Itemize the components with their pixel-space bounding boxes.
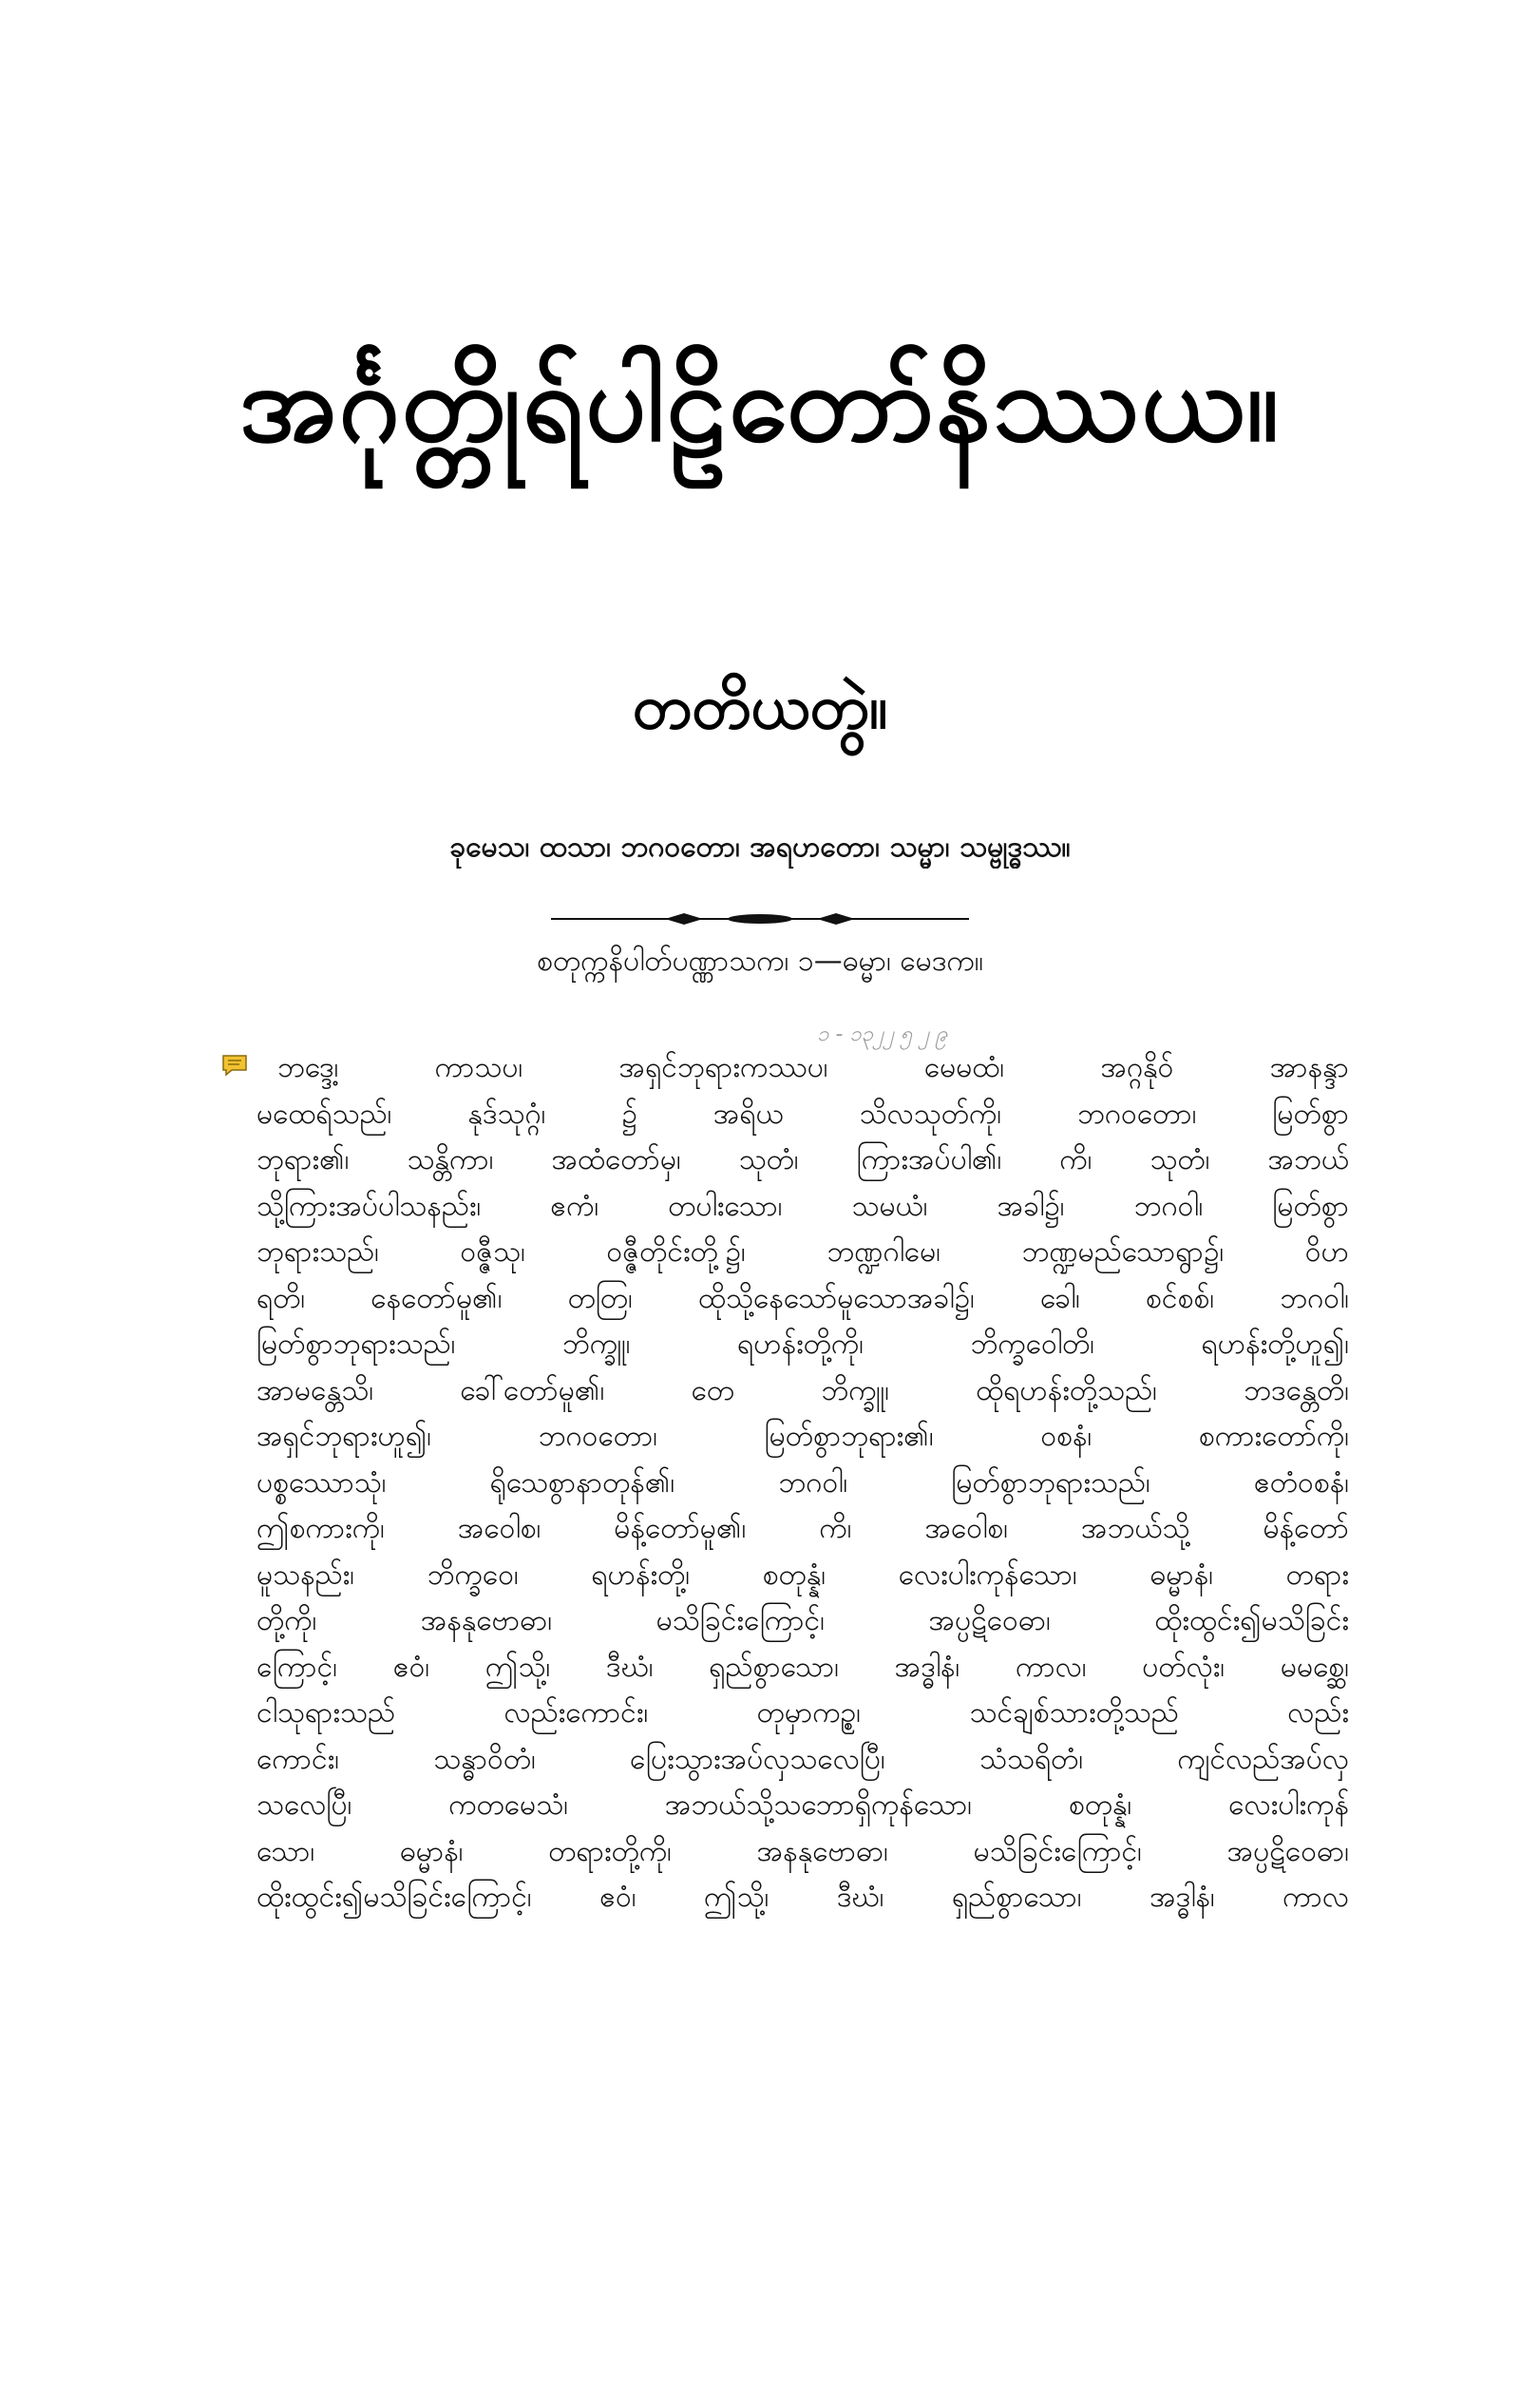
- body-line: ကောင်း၊ သန္ဓာဝိတံ၊ ပြေးသွားအပ်လှသလေပြီ၊ သံသရိတံ၊ ကျင်လည်အပ်လှ: [256, 1742, 1349, 1776]
- body-line: သလေပြီ၊ ကတမေသံ၊ အဘယ်သို့သဘောရှိကုန်သော၊ စတုန္နံ၊ လေးပါးကုန်: [256, 1788, 1349, 1822]
- body-line: တို့ကို၊ အနနုဗောဓာ၊ မသိခြင်းကြောင့်၊ အပ္ပဋိဝေဓာ၊ ထိုးထွင်း၍မသိခြင်း: [256, 1604, 1349, 1637]
- body-line: ကြောင့်၊ ဧဝံ၊ ဤသို့၊ ဒီဃံ၊ ရှည်စွာသော၊ အဒ္ဓါနံ၊ ကာလ၊ ပတ်လုံး၊ မမစ္ဆေ၊: [256, 1650, 1349, 1684]
- body-line: ဘုရား၏၊ သန္တိကာ၊ အထံတော်မှ၊ သုတံ၊ ကြားအပ်ပါ၏၊ ကိ၊ သုတံ၊ အဘယ်: [256, 1143, 1349, 1176]
- body-line: မထေရ်သည်၊ နုဒ်သုဂ္ဂံ၊ ၌ အရိယ သိလသုတ်ကို၊ ဘဂဝတော၊ မြတ်စွာ: [256, 1097, 1349, 1131]
- body-line: မူသနည်း၊ ဘိက္ခဝေ၊ ရဟန်းတို့၊ စတုန္နံ၊ လေးပါးကုန်သော၊ ဓမ္မာနံ၊ တရား: [256, 1558, 1349, 1592]
- comment-icon[interactable]: [220, 1053, 249, 1078]
- ornament-divider: [532, 908, 988, 930]
- body-line: ပစ္စဿောသုံ၊ ရိုသေစွာနာတုန်၏၊ ဘဂဝါ၊ မြတ်စွာဘုရားသည်၊ ဧတံဝစနံ၊: [256, 1465, 1349, 1500]
- homage-line: ခုမေသ၊ ထသာ၊ ဘဂဝတော၊ အရဟတော၊ သမ္မာ၊ သမ္ဗုဒ္ဓဿ။: [449, 831, 1071, 864]
- body-line: သို့ကြားအပ်ပါသနည်း၊ ဧကံ၊ တပါးသော၊ သမယံ၊ အခါ၌၊ ဘဂဝါ၊ မြတ်စွာ: [256, 1189, 1349, 1223]
- section-reference: စတုက္ကနိပါတ်ပဏ္ဏာသက၊ ၁—ဓမ္မာ၊ မေဒက။: [537, 945, 983, 978]
- body-line: ဘဒ္ဒေ့၊ ကာသပ၊ အရှင်ဘုရားကဿပ၊ မေမထံ၊ အဂ္ဂနိုဝ် အာနန္ဒာ: [277, 1051, 1349, 1084]
- body-line: ငါသုရားသည် လည်းကောင်း၊ တုမှာကဉ္စ၊ သင်ချစ်သားတို့သည် လည်း: [256, 1696, 1349, 1730]
- handwritten-pencil-note: ၁ - ၁၃၂၂ ၅ ၂ ၉: [817, 1022, 948, 1046]
- body-line: ရတိ၊ နေတော်မူ၏၊ တတြ၊ ထိုသို့နေသော်မူသောအခါ၌၊ ခေါ၊ စင်စစ်၊ ဘဂဝါ၊: [256, 1281, 1349, 1315]
- body-line: သော၊ ဓမ္မာနံ၊ တရားတို့ကို၊ အနနုဗောဓာ၊ မသိခြင်းကြောင့်၊ အပ္ပဋိဝေဓာ၊: [256, 1834, 1349, 1868]
- body-line: ထိုးထွင်း၍မသိခြင်းကြောင့်၊ ဧဝံ၊ ဤသို့၊ ဒီဃံ၊ ရှည်စွာသော၊ အဒ္ဓါနံ၊ ကာလ: [256, 1881, 1349, 1914]
- body-line: မြတ်စွာဘုရားသည်၊ ဘိက္ခူ၊ ရဟန်းတို့ကို၊ ဘိက္ခဝေါတိ၊ ရဟန်းတို့ဟူ၍၊: [256, 1328, 1349, 1361]
- body-text: [256, 1045, 1349, 1921]
- body-line: အာမန္တေသိ၊ ခေါ်တော်မူ၏၊ တေ ဘိက္ခူ၊ ထိုရဟန်းတို့သည်၊ ဘဒန္တေတိ၊: [256, 1373, 1349, 1407]
- body-line: ဤစကားကို၊ အဝေါစ၊ မိန့်တော်မူ၏၊ ကိ၊ အဝေါစ၊ အဘယ်သို့ မိန့်တော်: [256, 1512, 1349, 1545]
- volume-subtitle: တတိယတွဲ။: [632, 673, 888, 743]
- body-line: အရှင်ဘုရားဟူ၍၊ ဘဂဝတော၊ မြတ်စွာဘုရား၏၊ ဝစနံ၊ စကားတော်ကို၊: [256, 1420, 1349, 1453]
- page-title: အင်္ဂုတ္တိုရ်ပါဠိတော်နိဿယ။: [238, 342, 1282, 466]
- body-line: ဘုရားသည်၊ ဝဇ္ဇီသု၊ ဝဇ္ဇီတိုင်းတို့၌၊ ဘဏ္ဍဂါမေ၊ ဘဏ္ဍမည်သောရွာ၌၊ ဝိဟ: [256, 1235, 1349, 1269]
